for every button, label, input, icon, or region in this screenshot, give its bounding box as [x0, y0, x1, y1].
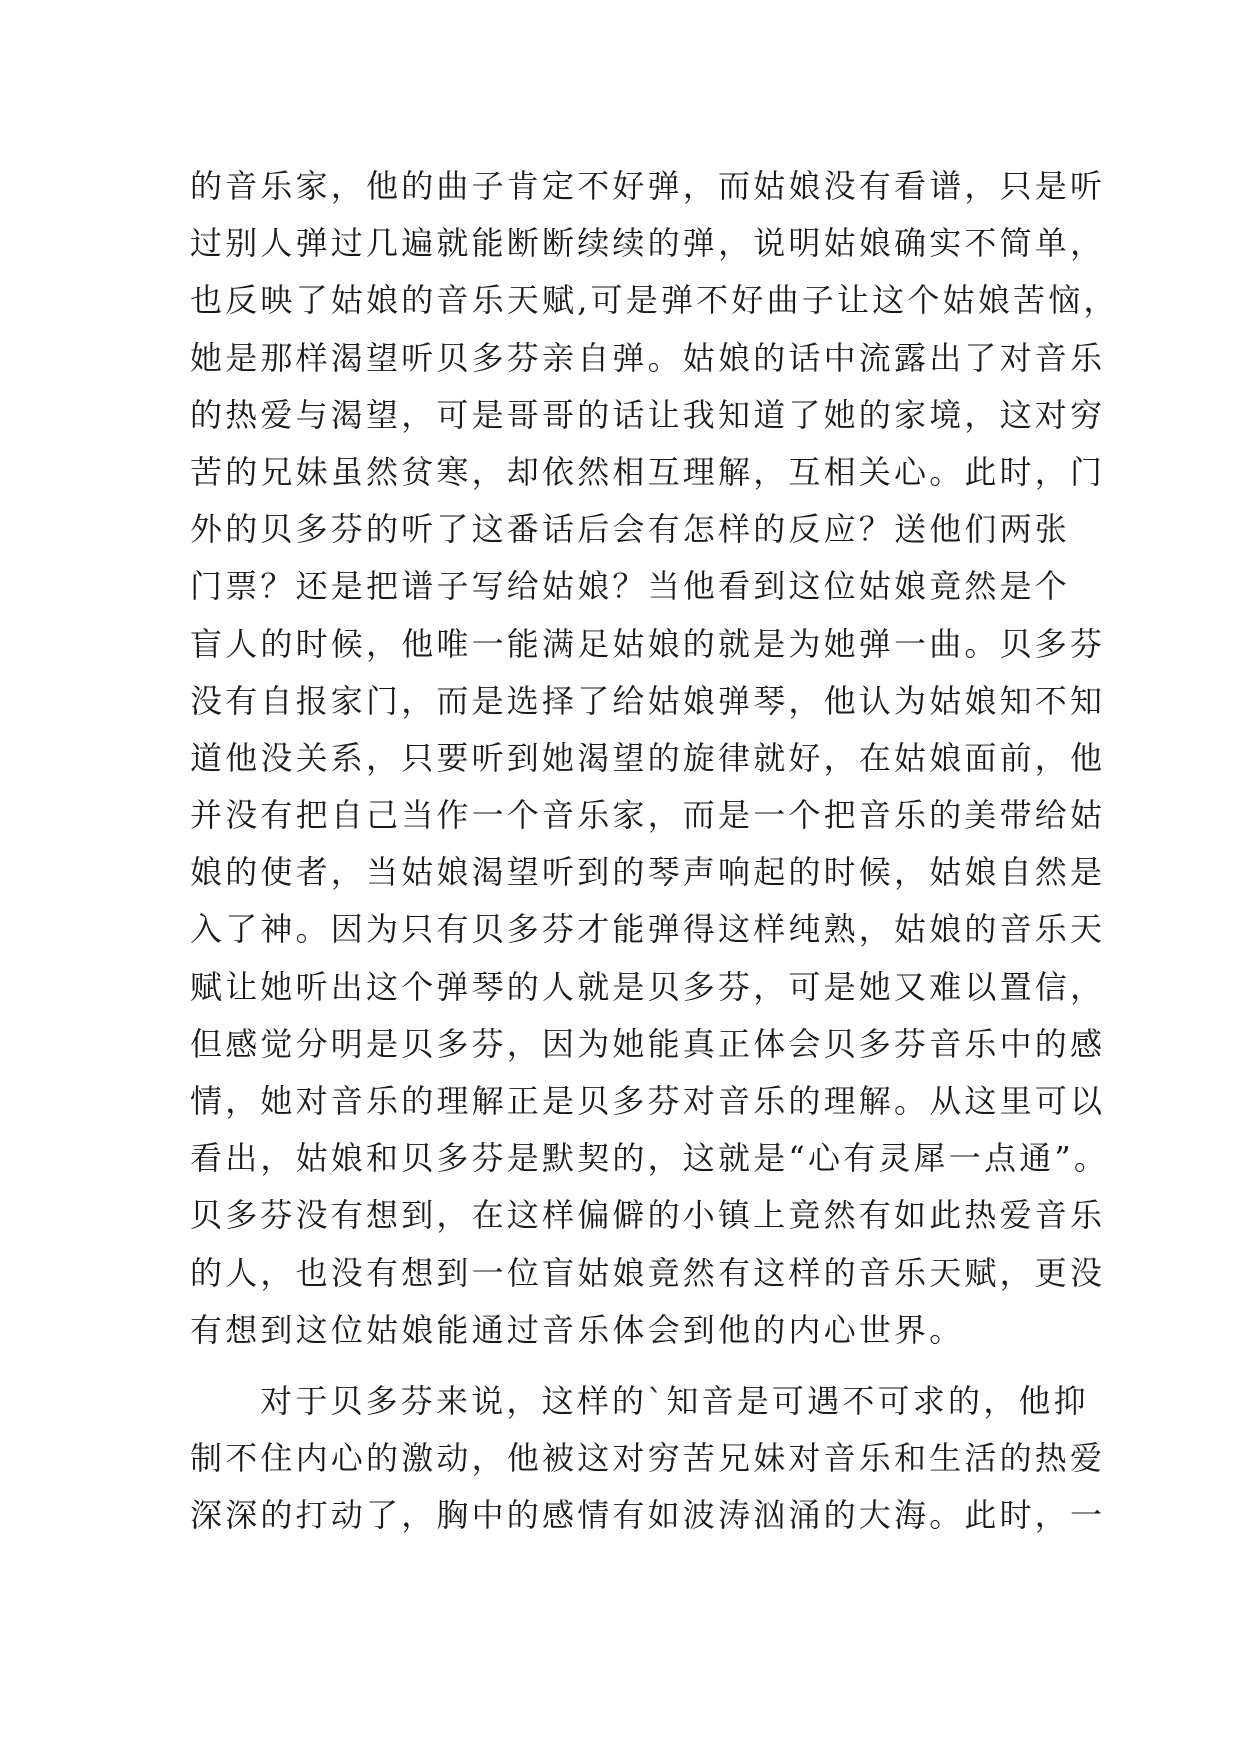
- text-line: 门票？还是把谱子写给姑娘？当他看到这位姑娘竟然是个: [190, 567, 1071, 606]
- text-line: 苦的兄妹虽然贫寒，却依然相互理解，互相关心。此时，门: [190, 452, 1106, 491]
- text-line: 的人，也没有想到一位盲姑娘竟然有这样的音乐天赋，更没: [190, 1253, 1106, 1292]
- text-line: 盲人的时候，他唯一能满足姑娘的就是为她弹一曲。贝多芬: [190, 624, 1106, 663]
- paragraph-gap: [190, 1359, 1080, 1373]
- text-line: 看出，姑娘和贝多芬是默契的，这就是“心有灵犀一点通”。: [190, 1139, 1110, 1178]
- text-line: 制不住内心的激动，他被这对穷苦兄妹对音乐和生活的热爱: [190, 1439, 1106, 1478]
- text-line: 她是那样渴望听贝多芬亲自弹。姑娘的话中流露出了对音乐: [190, 338, 1106, 377]
- text-line: 的热爱与渴望，可是哥哥的话让我知道了她的家境，这对穷: [190, 395, 1106, 434]
- text-line: 入了神。因为只有贝多芬才能弹得这样纯熟，姑娘的音乐天: [190, 910, 1106, 949]
- text-line: 但感觉分明是贝多芬，因为她能真正体会贝多芬音乐中的感: [190, 1024, 1106, 1063]
- text-line: 贝多芬没有想到，在这样偏僻的小镇上竟然有如此热爱音乐: [190, 1196, 1106, 1235]
- text-line: 赋让她听出这个弹琴的人就是贝多芬，可是她又难以置信，: [190, 967, 1106, 1006]
- text-line: 娘的使者，当姑娘渴望听到的琴声响起的时候，姑娘自然是: [190, 853, 1106, 892]
- paragraph-2: [190, 1373, 1106, 1545]
- paragraph-1: [190, 158, 1119, 1359]
- text-line: 情，她对音乐的理解正是贝多芬对音乐的理解。从这里可以: [190, 1082, 1106, 1120]
- text-line: 并没有把自己当作一个音乐家，而是一个把音乐的美带给姑: [190, 796, 1106, 835]
- text-line: 深深的打动了，胸中的感情有如波涛汹涌的大海。此时，一: [190, 1496, 1106, 1535]
- text-line: 过别人弹过几遍就能断断续续的弹，说明姑娘确实不简单，: [190, 224, 1106, 263]
- text-line: 也反映了姑娘的音乐天赋,可是弹不好曲子让这个姑娘苦恼，: [190, 281, 1119, 320]
- text-line: 道他没关系，只要听到她渴望的旋律就好，在姑娘面前，他: [190, 738, 1106, 777]
- text-line-indented: 对于贝多芬来说，这样的`知音是可遇不可求的，他抑: [260, 1381, 1089, 1420]
- text-line: 的音乐家，他的曲子肯定不好弹，而姑娘没有看谱，只是听: [190, 167, 1106, 205]
- text-line: 没有自报家门，而是选择了给姑娘弹琴，他认为姑娘知不知: [190, 681, 1106, 720]
- text-line: 外的贝多芬的听了这番话后会有怎样的反应？送他们两张: [190, 510, 1071, 549]
- text-line: 有想到这位姑娘能通过音乐体会到他的内心世界。: [190, 1310, 965, 1349]
- body-text: [190, 158, 1119, 1545]
